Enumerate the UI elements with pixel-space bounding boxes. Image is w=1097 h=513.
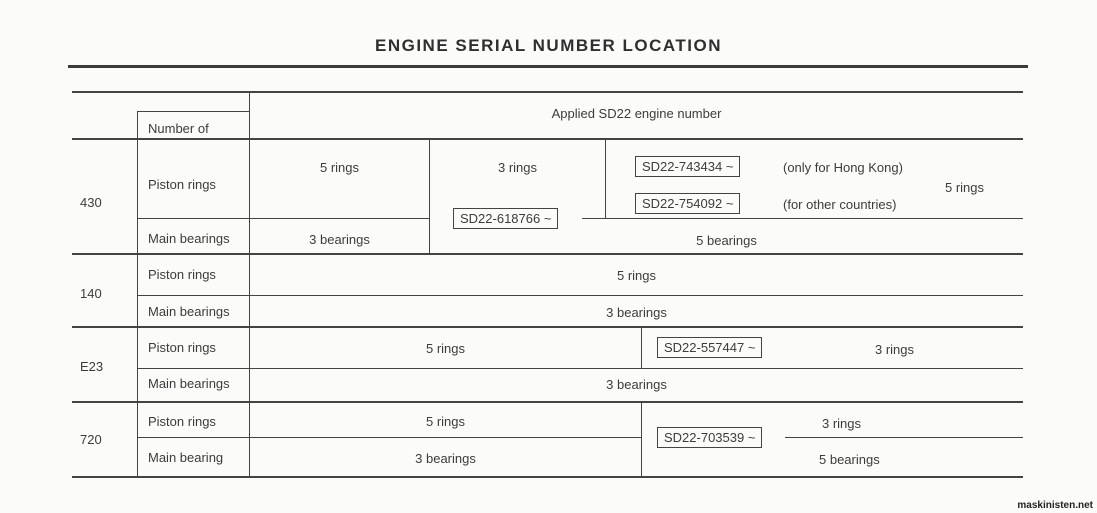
- header-subrule: [137, 111, 250, 112]
- r430-model: 430: [80, 195, 102, 210]
- r430-note-other: (for other countries): [783, 197, 897, 212]
- title-rule: [68, 65, 1028, 68]
- r430-serial-main: SD22-618766 ~: [453, 208, 558, 229]
- r140-piston-label: Piston rings: [148, 267, 216, 282]
- rE23-main-label: Main bearings: [148, 376, 230, 391]
- watermark: maskinisten.net: [1017, 500, 1093, 511]
- r140-bearings: 3 bearings: [606, 305, 667, 320]
- r140-bottom-rule: [72, 326, 1023, 328]
- page-title: ENGINE SERIAL NUMBER LOCATION: [375, 36, 722, 55]
- r720-piston-5: 5 rings: [425, 414, 466, 429]
- table-bottom-rule: [72, 476, 1023, 478]
- col-label-left-rule: [137, 111, 138, 477]
- r430-bearings-5: 5 bearings: [696, 233, 757, 248]
- r430-bearings-3: 3 bearings: [309, 232, 370, 247]
- r430-piston-label: Piston rings: [148, 177, 216, 192]
- rE23-col-rule: [641, 327, 642, 369]
- r430-main-label: Main bearings: [148, 231, 230, 246]
- r140-main-label: Main bearings: [148, 304, 230, 319]
- rE23-mid-rule: [137, 368, 1023, 369]
- rE23-serial: SD22-557447 ~: [657, 337, 762, 358]
- header-number-of: Number of: [148, 121, 209, 136]
- r430-piston-5: 5 rings: [319, 160, 360, 175]
- rE23-bottom-rule: [72, 401, 1023, 403]
- r430-serial-other: SD22-754092 ~: [635, 193, 740, 214]
- r430-mid-left-rule: [137, 218, 429, 219]
- r720-bearings-3: 3 bearings: [415, 451, 476, 466]
- rE23-bearings: 3 bearings: [606, 377, 667, 392]
- rE23-piston-label: Piston rings: [148, 340, 216, 355]
- rE23-model: E23: [80, 359, 104, 374]
- r430-col3-rule: [605, 139, 606, 218]
- r720-col-rule: [641, 402, 642, 477]
- r720-main-label: Main bearing: [148, 450, 224, 465]
- r430-bottom-rule: [72, 253, 1023, 255]
- r430-note-hong-kong: (only for Hong Kong): [783, 160, 903, 175]
- r720-model: 720: [80, 432, 102, 447]
- r720-piston-label: Piston rings: [148, 414, 216, 429]
- r140-model: 140: [80, 286, 102, 301]
- r720-bearings-5: 5 bearings: [819, 452, 880, 467]
- r720-serial: SD22-703539 ~: [657, 427, 762, 448]
- r720-mid-right-rule: [785, 437, 1023, 438]
- r430-piston-5-right: 5 rings: [945, 180, 985, 195]
- rE23-piston-5: 5 rings: [425, 341, 466, 356]
- r430-piston-3: 3 rings: [497, 160, 538, 175]
- r140-mid-rule: [137, 295, 1023, 296]
- r720-piston-3: 3 rings: [822, 416, 862, 431]
- r430-mid-right-rule: [582, 218, 1023, 219]
- header-applied-engine-number: Applied SD22 engine number: [551, 106, 722, 121]
- r720-mid-left-rule: [137, 437, 641, 438]
- rE23-piston-3: 3 rings: [875, 342, 915, 357]
- r140-piston: 5 rings: [616, 268, 657, 283]
- table-top-rule: [72, 91, 1023, 93]
- header-bottom-rule: [72, 138, 1023, 140]
- r430-serial-hong-kong: SD22-743434 ~: [635, 156, 740, 177]
